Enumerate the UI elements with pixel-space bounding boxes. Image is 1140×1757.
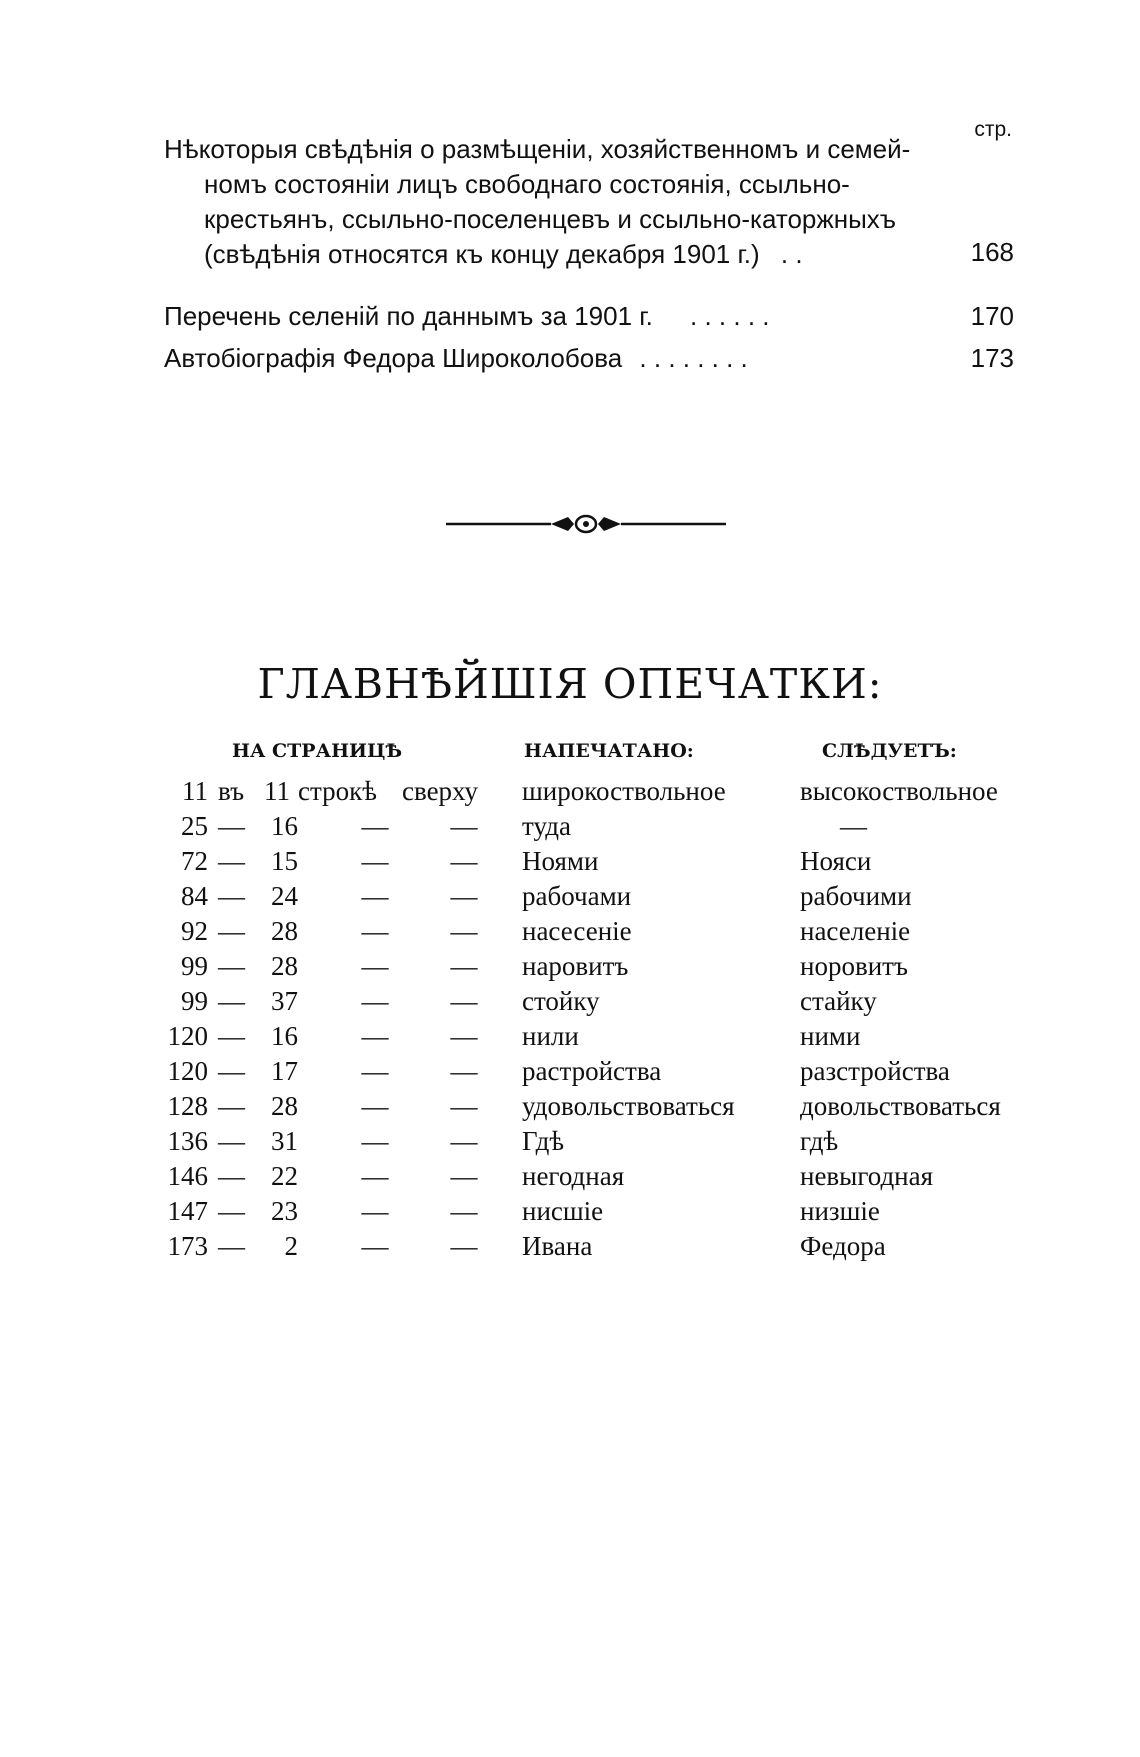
table-row xyxy=(150,1091,1030,1126)
printed-cell: растройства xyxy=(522,1056,662,1086)
should-cell: норовитъ xyxy=(800,951,908,981)
ditto-mark: — xyxy=(361,881,389,911)
line-cell: 24 xyxy=(271,881,298,911)
line-cell: 23 xyxy=(271,1196,298,1226)
page-cell: 99 xyxy=(181,986,208,1016)
line-cell: 37 xyxy=(271,986,298,1016)
ditto-mark: — xyxy=(218,1056,245,1086)
ditto-mark: — xyxy=(361,986,389,1016)
line-cell: 22 xyxy=(271,1161,298,1191)
toc-entry-text: Перечень селеній по даннымъ за 1901 г. xyxy=(164,301,653,331)
table-row xyxy=(150,916,1030,951)
table-row xyxy=(150,811,1030,846)
table-row xyxy=(150,776,1030,811)
table-row xyxy=(150,881,1030,916)
printed-cell: насесеніе xyxy=(522,916,632,946)
ditto-mark: — xyxy=(361,1161,389,1191)
table-row xyxy=(150,1126,1030,1161)
ditto-mark: — xyxy=(361,916,389,946)
ditto-mark: — xyxy=(450,1196,478,1226)
ditto-mark: — xyxy=(218,986,245,1016)
ditto-mark: — xyxy=(361,1056,389,1086)
printed-cell: негодная xyxy=(522,1161,625,1191)
decorative-divider xyxy=(446,512,726,536)
ditto-mark: — xyxy=(218,1021,245,1051)
ditto-mark: — xyxy=(450,951,478,981)
page-cell: 72 xyxy=(181,846,208,876)
ditto-mark: — xyxy=(361,846,389,876)
printed-cell: Ивана xyxy=(522,1231,593,1261)
page-cell: 92 xyxy=(181,916,208,946)
page-cell: 99 xyxy=(181,951,208,981)
ditto-mark: — xyxy=(450,916,478,946)
toc-page-number: 170 xyxy=(970,301,1014,331)
ditto-mark: — xyxy=(218,811,245,841)
page-cell: 84 xyxy=(181,881,208,911)
ditto-mark: — xyxy=(218,916,245,946)
ditto-mark: — xyxy=(218,1231,245,1261)
page-cell: 25 xyxy=(181,811,208,841)
ditto-mark: — xyxy=(450,1161,478,1191)
toc-page-number: 173 xyxy=(970,343,1014,373)
ditto-mark: — xyxy=(450,1231,478,1261)
errata-title: ГЛАВНѢЙШІЯ ОПЕЧАТКИ: xyxy=(257,660,883,708)
toc-entry xyxy=(164,343,1014,374)
toc-leader: . . . . . . xyxy=(690,301,770,331)
ditto-mark: — xyxy=(361,1091,389,1121)
toc-entry-line: крестьянъ, ссыльно-поселенцевъ и ссыльно-каторжныхъ xyxy=(204,204,897,234)
printed-cell: удовольствоваться xyxy=(522,1091,735,1121)
line-cell: 17 xyxy=(271,1056,298,1086)
line-cell: 31 xyxy=(271,1126,298,1156)
header-printed: НАПЕЧАТАНО: xyxy=(524,740,694,762)
table-row xyxy=(150,951,1030,986)
ditto-mark: — xyxy=(218,951,245,981)
table-row xyxy=(150,986,1030,1021)
line-word: строкѣ xyxy=(298,776,377,806)
ditto-mark: — xyxy=(450,1021,478,1051)
ditto-mark: — xyxy=(361,1126,389,1156)
ditto-mark: — xyxy=(450,1126,478,1156)
table-row xyxy=(150,846,1030,881)
printed-cell: туда xyxy=(522,811,571,841)
from-word: сверху xyxy=(402,776,479,806)
table-row xyxy=(150,1021,1030,1056)
line-cell: 16 xyxy=(271,1021,298,1051)
should-cell: довольствоваться xyxy=(800,1091,1001,1121)
toc-page-number: 168 xyxy=(970,237,1014,267)
should-cell: стайку xyxy=(800,986,877,1016)
line-cell: 28 xyxy=(271,951,298,981)
line-cell: 15 xyxy=(271,846,298,876)
printed-cell: широкоствольное xyxy=(522,776,726,806)
header-page: НА СТРАНИЦѢ xyxy=(232,740,403,762)
page-cell: 146 xyxy=(167,1161,208,1191)
table-row xyxy=(150,1196,1030,1231)
ditto-mark: — xyxy=(218,1161,245,1191)
toc-entry-line: (свѣдѣнія относятся къ концу декабря 1901 г.) xyxy=(204,239,760,269)
printed-cell: Ноями xyxy=(522,846,599,876)
page-column-header: стр. xyxy=(974,118,1012,141)
should-cell: ними xyxy=(800,1021,861,1051)
ditto-mark: — xyxy=(450,1056,478,1086)
printed-cell: нисшіе xyxy=(522,1196,604,1226)
ditto-mark: — xyxy=(218,1196,245,1226)
should-cell: низшіе xyxy=(800,1196,880,1226)
printed-cell: Гдѣ xyxy=(522,1126,564,1156)
line-cell: 2 xyxy=(284,1231,298,1261)
page-cell: 120 xyxy=(167,1056,208,1086)
toc-entry-text: Автобіографія Федора Широколобова xyxy=(164,343,623,373)
should-cell: разстройства xyxy=(800,1056,950,1086)
printed-cell: наровитъ xyxy=(522,951,629,981)
ditto-mark: — xyxy=(361,951,389,981)
line-cell: 28 xyxy=(271,1091,298,1121)
printed-cell: нили xyxy=(522,1021,579,1051)
ditto-mark: — xyxy=(361,1021,389,1051)
toc-leader: . . . . . . . . xyxy=(639,343,748,373)
ditto-mark: — xyxy=(218,881,245,911)
ditto-mark: — xyxy=(361,1231,389,1261)
toc-entry xyxy=(164,301,1014,332)
page-cell: 147 xyxy=(167,1196,208,1226)
ditto-mark: — xyxy=(361,811,389,841)
page-cell: 120 xyxy=(167,1021,208,1051)
page-cell: 128 xyxy=(167,1091,208,1121)
printed-cell: рабочами xyxy=(522,881,632,911)
ditto-mark: — xyxy=(450,811,478,841)
table-row xyxy=(150,1231,1030,1266)
toc-entry xyxy=(164,132,1014,272)
toc-entry-line: Нѣкоторыя свѣдѣнія о размѣщеніи, хозяйственномъ и семей- xyxy=(164,134,911,164)
toc-leader: . . xyxy=(780,239,803,269)
ditto-mark: — xyxy=(218,1126,245,1156)
should-cell: высокоствольное xyxy=(800,776,998,806)
toc-entry-line: номъ состояніи лицъ свободнаго состоянія, ссыльно- xyxy=(204,169,850,199)
printed-cell: стойку xyxy=(522,986,600,1016)
should-cell: населеніе xyxy=(800,916,911,946)
page-cell: 173 xyxy=(167,1231,208,1261)
ditto-mark: — xyxy=(218,846,245,876)
should-cell: — xyxy=(840,811,867,841)
should-cell: невыгодная xyxy=(800,1161,934,1191)
should-cell: рабочими xyxy=(800,881,912,911)
ditto-mark: — xyxy=(450,986,478,1016)
ditto-mark: — xyxy=(361,1196,389,1226)
ditto-mark: — xyxy=(450,846,478,876)
line-cell: 11 xyxy=(264,776,290,806)
page-cell: 11 xyxy=(182,776,208,806)
table-row xyxy=(150,1056,1030,1091)
page-cell: 136 xyxy=(167,1126,208,1156)
ditto-mark: — xyxy=(450,1091,478,1121)
should-cell: Федора xyxy=(800,1231,886,1261)
line-cell: 16 xyxy=(271,811,298,841)
line-cell: 28 xyxy=(271,916,298,946)
header-should: СЛѢДУЕТЪ: xyxy=(822,740,957,762)
should-cell: Нояси xyxy=(800,846,872,876)
should-cell: гдѣ xyxy=(800,1126,839,1156)
ditto-mark: — xyxy=(218,1091,245,1121)
in-word: въ xyxy=(218,776,245,806)
table-row xyxy=(150,1161,1030,1196)
ditto-mark: — xyxy=(450,881,478,911)
